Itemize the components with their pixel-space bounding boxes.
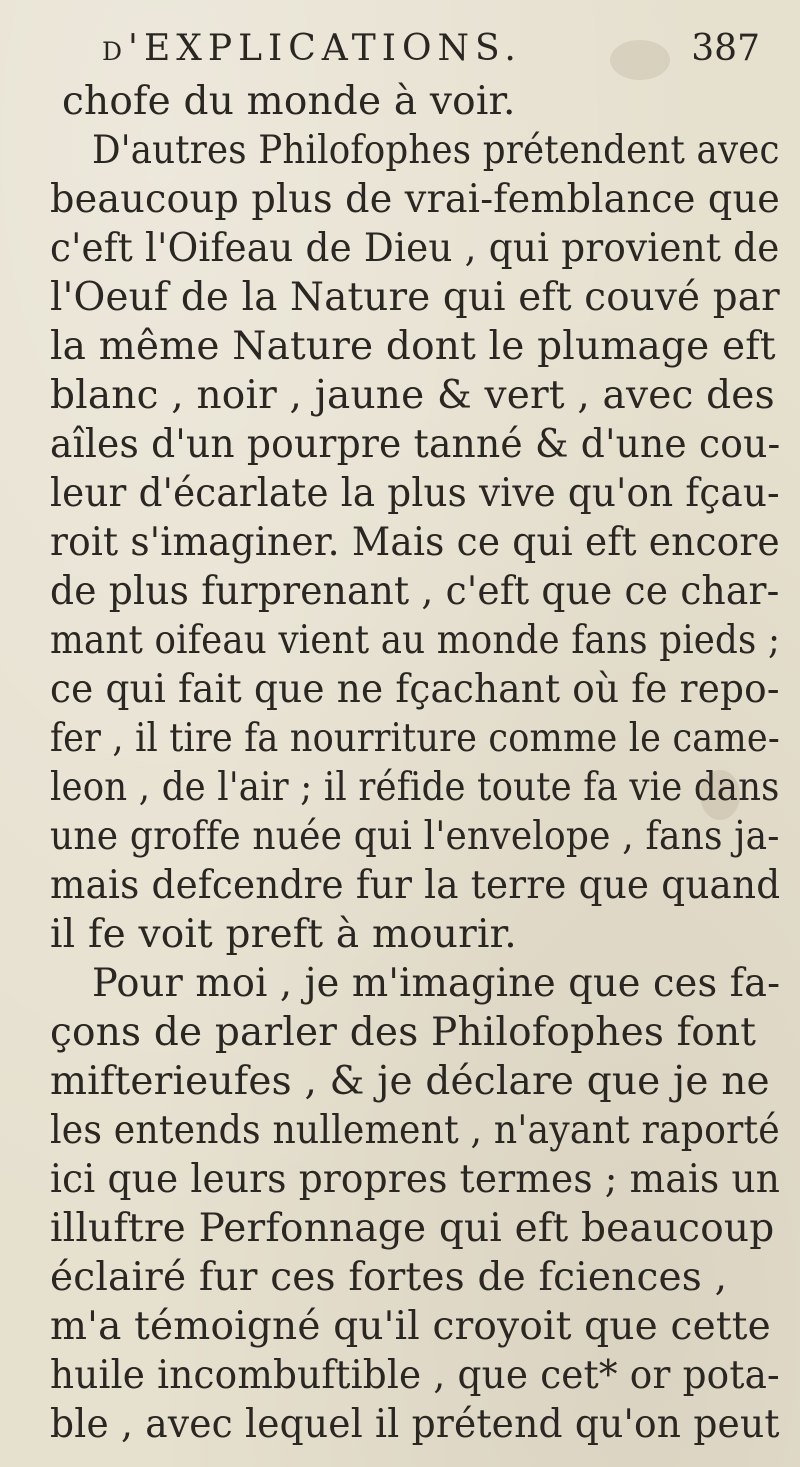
text-line: D'autres Philofophes prétendent avec: [92, 128, 780, 173]
text-line: les entends nullement , n'ayant raporté: [50, 1108, 780, 1153]
text-line: éclairé fur ces fortes de fciences ,: [50, 1255, 728, 1300]
text-line: il fe voit preft à mourir.: [50, 912, 517, 957]
text-line: beaucoup plus de vrai-femblance que: [50, 177, 780, 222]
page-number: 387: [691, 28, 760, 69]
text-line: ble , avec lequel il prétend qu'on peut: [50, 1402, 780, 1447]
text-line: m'a témoigné qu'il croyoit que cette: [50, 1304, 771, 1349]
text-line: mant oifeau vient au monde fans pieds ;: [50, 618, 781, 663]
text-line: illuftre Perfonnage qui eft beaucoup: [50, 1206, 775, 1251]
text-line: de plus furprenant , c'eft que ce char-: [50, 569, 780, 614]
text-line: huile incombuftible , que cet* or pota-: [50, 1353, 780, 1398]
text-line: fer , il tire fa nourriture comme le came-: [50, 716, 780, 761]
text-line: Pour moi , je m'imagine que ces fa-: [92, 961, 781, 1006]
text-line: aîles d'un pourpre tanné & d'une cou-: [50, 422, 781, 467]
text-line: la même Nature dont le plumage eft: [50, 324, 776, 369]
text-line: leur d'écarlate la plus vive qu'on fçau-: [50, 471, 780, 516]
text-line: ce qui fait que ne fçachant où fe repo-: [50, 667, 780, 712]
text-line: mais defcendre fur la terre que quand: [50, 863, 781, 908]
text-line: une groffe nuée qui l'envelope , fans ja-: [50, 814, 780, 859]
text-line: roit s'imaginer. Mais ce qui eft encore: [50, 520, 780, 565]
text-line: ici que leurs propres termes ; mais un: [50, 1157, 781, 1202]
text-line: chofe du monde à voir.: [62, 79, 516, 124]
running-title: d'EXPLICATIONS.: [102, 28, 522, 69]
text-line: leon , de l'air ; il réfide toute fa vie dans: [50, 765, 780, 810]
text-line: l'Oeuf de la Nature qui eft couvé par: [50, 275, 780, 320]
text-line: mifterieufes , & je déclare que je ne: [50, 1059, 770, 1104]
text-line: çons de parler des Philofophes font: [50, 1010, 757, 1055]
text-line: blanc , noir , jaune & vert , avec des: [50, 373, 775, 418]
text-line: c'eft l'Oifeau de Dieu , qui provient de: [50, 226, 780, 271]
